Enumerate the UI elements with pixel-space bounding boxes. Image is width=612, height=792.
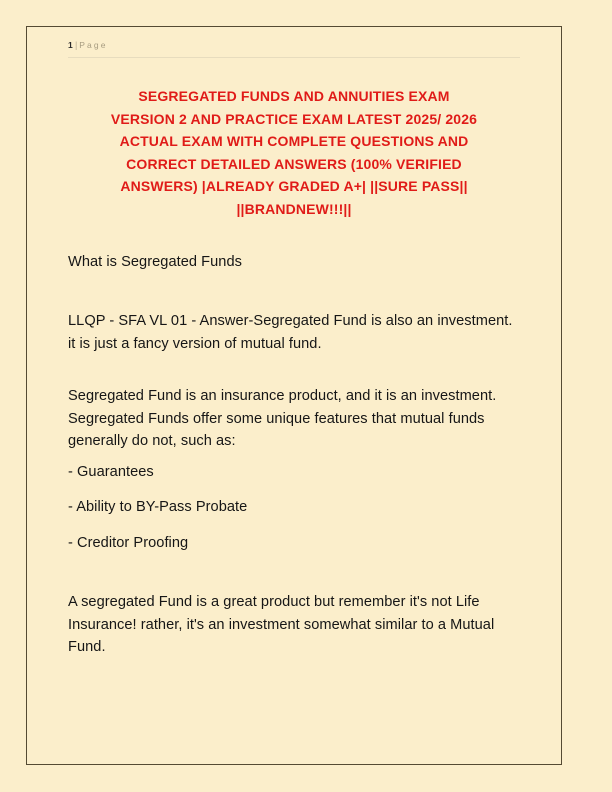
header-separator: | [74, 40, 78, 50]
running-header [68, 26, 520, 58]
explanation-text: Segregated Fund is an insurance product, and it is an investment. Segregated Funds offer some unique features that mutual funds generally do not, such as: [68, 388, 497, 450]
closing-text: A segregated Fund is a great product but remember it's not Life Insurance! rather, it's an investment somewhat similar to a Mutual Fund. [68, 594, 495, 656]
document-body [68, 251, 520, 659]
list-item: - Guarantees [68, 463, 154, 480]
page-content [26, 26, 562, 765]
spacer [68, 453, 520, 461]
list-item: - Creditor Proofing [68, 534, 189, 551]
document-title [68, 85, 520, 221]
answer-text: LLQP - SFA VL 01 - Answer-Segregated Fund is also an investment. it is just a fancy version of mutual fund. [68, 313, 513, 352]
title-line-1: SEGREGATED FUNDS AND ANNUITIES EXAM [138, 88, 450, 104]
spacer [68, 483, 520, 496]
list-item: - Ability to BY-Pass Probate [68, 499, 248, 516]
spacer [68, 519, 520, 532]
question-text: What is Segregated Funds [68, 253, 242, 270]
header-page-number: 1 [68, 40, 73, 50]
title-line-3: ACTUAL EXAM WITH COMPLETE QUESTIONS AND [119, 133, 469, 150]
title-line-2: VERSION 2 AND PRACTICE EXAM LATEST 2025/ 2026 [110, 110, 478, 127]
spacer [68, 355, 520, 385]
title-line-6: ||BRANDNEW!!!|| [236, 200, 352, 217]
title-line-4: CORRECT DETAILED ANSWERS (100% VERIFIED [126, 155, 462, 172]
header-page-label: Page [79, 40, 108, 50]
spacer [68, 273, 520, 310]
title-line-5: ANSWERS) |ALREADY GRADED A+| ||SURE PASS|| [120, 178, 468, 195]
spacer [68, 554, 520, 591]
